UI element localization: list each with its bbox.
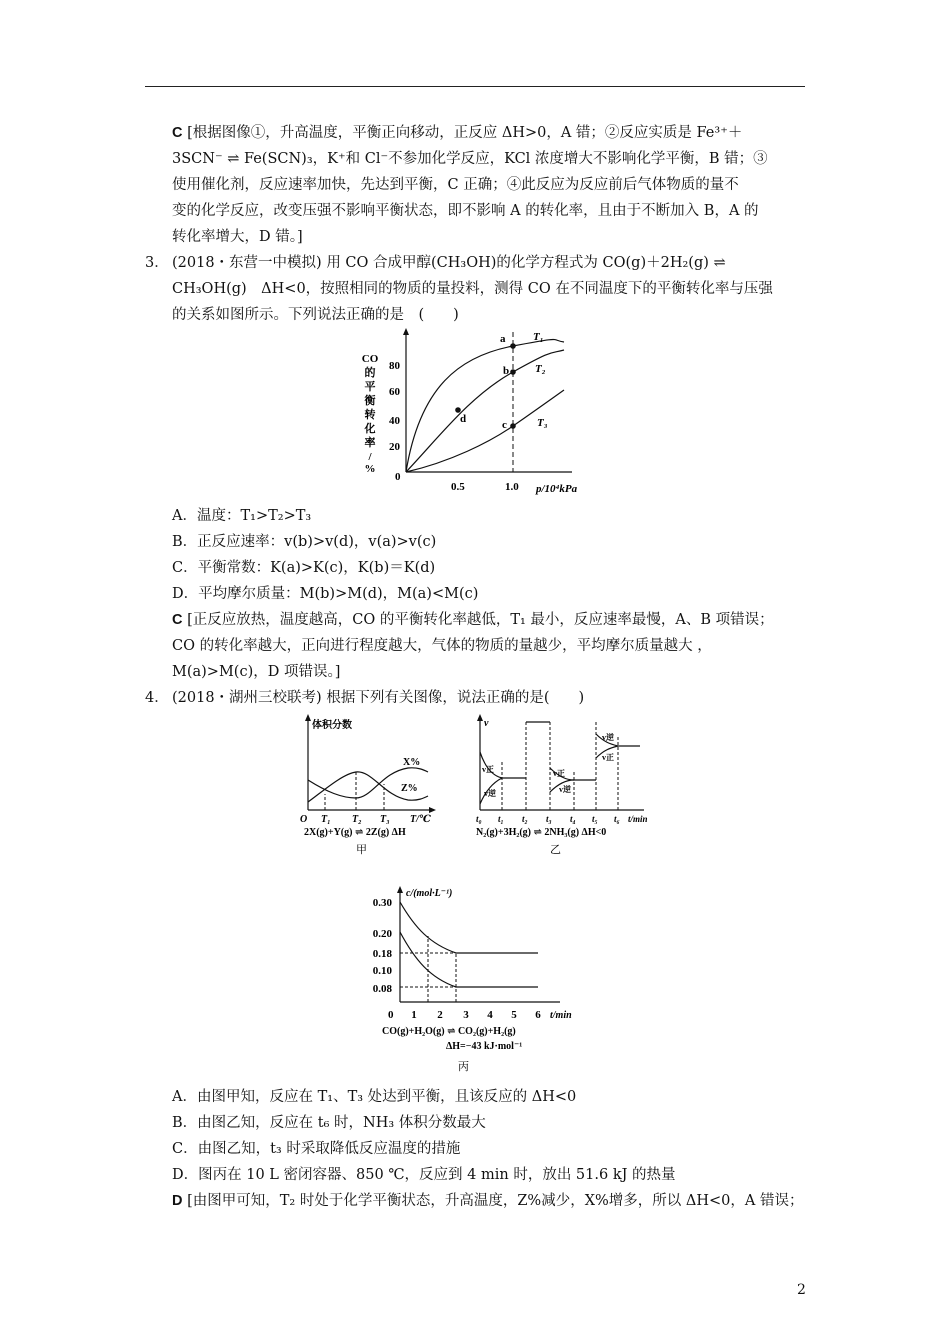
bing-curve-lower (400, 932, 538, 987)
q3-stem-1: (2018・东营一中模拟) 用 CO 合成甲醇(CH₃OH)的化学方程式为 CO(g)＋2H₂(g) ⇌ (172, 255, 726, 271)
yi-xtick-t3: t₃ (546, 814, 552, 824)
q3-y-axis-label (362, 353, 379, 475)
yi-xtick-t5: t₅ (592, 814, 598, 824)
bing-xtick-5: 5 (511, 1009, 517, 1021)
bing-delta-h: ΔH=−43 kJ·mol⁻¹ (446, 1041, 523, 1052)
q3-ylabel-8: % (364, 463, 376, 475)
fig-yi (468, 712, 668, 857)
q4-option-b: B．由图乙知，反应在 t₆ 时，NH₃ 体积分数最大 (172, 1115, 486, 1131)
q4-answer-text-1: [由图甲可知，T₂ 时处于化学平衡状态，升高温度，Z%减少，X%增多，所以 ΔH<0，A 错误； (187, 1193, 804, 1209)
jia-origin: O (300, 814, 308, 825)
q2-answer-line-1 (172, 120, 742, 146)
bing-y-arrow (397, 886, 403, 893)
jia-y-label: 体积分数 (312, 720, 352, 731)
q3-curve-t1 (406, 340, 564, 473)
q3-ytick-40: 40 (389, 415, 400, 427)
q3-label-b: b (503, 365, 510, 377)
page-number: 2 (797, 1282, 806, 1298)
bing-xtick-6: 6 (535, 1009, 541, 1021)
q4-number: 4． (145, 690, 169, 706)
q3-number: 3． (145, 255, 169, 271)
q3-answer-text-1: [正反应放热，温度越高，CO 的平衡转化率越低，T₁ 最小，反应速率最慢，A、B 项错误； (187, 612, 774, 628)
bing-curve-upper (400, 902, 538, 953)
jia-label-z: Z% (401, 783, 418, 794)
q3-option-b: B．正反应速率：v(b)>v(d)，v(a)>v(c) (172, 534, 437, 550)
q3-label-a: a (500, 333, 506, 345)
q3-label-c: c (502, 419, 507, 431)
yi-label-vfwd-3: v正 (602, 753, 614, 762)
q3-ylabel-0: CO (361, 353, 379, 365)
jia-xtick-t3: T₃ (380, 814, 390, 825)
q3-point-d (455, 407, 461, 413)
yi-label-vrev-3: v逆 (602, 733, 614, 742)
q3-answer-line-2: CO 的转化率越大，正向进行程度越大，气体的物质的量越少，平均摩尔质量越大 ， (172, 638, 712, 654)
q3-curve-t3 (406, 390, 564, 472)
q3-ylabel-4: 转 (364, 409, 376, 421)
bing-origin: 0 (388, 1009, 394, 1021)
q2-answer-letter: C (172, 125, 183, 141)
jia-label-x: X% (403, 757, 421, 768)
q3-option-c: C．平衡常数：K(a)>K(c)，K(b)＝K(d) (172, 560, 436, 576)
header-rule (145, 86, 805, 87)
jia-xtick-t1: T₁ (321, 814, 331, 825)
bing-equation: CO(g)+H₂O(g) ⇌ CO₂(g)+H₂(g) (382, 1026, 516, 1037)
bing-xtick-1: 1 (411, 1009, 417, 1021)
q4-option-c: C．由图乙知，t₃ 时采取降低反应温度的措施 (172, 1141, 461, 1157)
q3-point-a (510, 343, 516, 349)
q4-answer-line-1 (172, 1188, 803, 1214)
jia-equation: 2X(g)+Y(g) ⇌ 2Z(g) ΔH (304, 827, 406, 838)
q3-origin: 0 (395, 471, 401, 483)
bing-xtick-2: 2 (437, 1009, 443, 1021)
q3-ytick-20: 20 (389, 441, 400, 453)
q3-point-c (510, 423, 516, 429)
q3-conversion-chart (350, 326, 630, 501)
q3-ytick-80: 80 (389, 360, 400, 372)
yi-label-vrev-1: v逆 (484, 789, 496, 798)
q3-ylabel-5: 化 (364, 423, 376, 435)
q3-ylabel-1: 的 (364, 367, 376, 379)
q3-answer-letter: C (172, 612, 183, 628)
q4-option-a: A．由图甲知，反应在 T₁、T₃ 处达到平衡，且该反应的 ΔH<0 (172, 1089, 577, 1105)
bing-ytick-030: 0.30 (372, 897, 392, 909)
q3-stem-3: 的关系如图所示。下列说法正确的是 ( ) (172, 307, 459, 323)
jia-x-label: T/℃ (410, 814, 431, 825)
jia-xtick-t2: T₂ (352, 814, 362, 825)
jia-x-arrow (429, 807, 436, 813)
q3-point-b (510, 369, 516, 375)
q3-option-a: A．温度：T₁>T₂>T₃ (172, 508, 312, 524)
jia-caption: 甲 (356, 844, 367, 856)
q3-ylabel-6: 率 (364, 437, 376, 449)
q3-ylabel-2: 平 (364, 381, 376, 393)
q3-ylabel-3: 衡 (364, 395, 376, 407)
bing-y-label: c/(mol·L⁻¹) (406, 888, 453, 899)
q3-answer-line-3: M(a)>M(c)，D 项错误。] (172, 664, 341, 680)
q3-ytick-60: 60 (389, 386, 400, 398)
q3-answer-line-1 (172, 607, 774, 633)
fig-bing (360, 880, 590, 1080)
q3-xtick-05: 0.5 (451, 481, 465, 493)
yi-y-arrow (477, 714, 483, 721)
fig-jia (292, 712, 452, 857)
yi-xtick-t1: t₁ (498, 814, 504, 824)
q3-x-label: p/10⁴kPa (536, 483, 578, 495)
yi-xtick-t6: t₆ (614, 814, 620, 824)
bing-x-label: t/min (550, 1010, 572, 1021)
yi-caption: 乙 (550, 844, 561, 856)
yi-label-vrev-2: v逆 (559, 785, 571, 794)
q3-option-d: D．平均摩尔质量：M(b)>M(d)，M(a)<M(c) (172, 586, 479, 602)
yi-xtick-t2: t₂ (522, 814, 528, 824)
yi-label-vfwd-2: v正 (553, 769, 565, 778)
bing-ytick-010: 0.10 (372, 965, 392, 977)
q2-answer-line-3: 使用催化剂，反应速率加快，先达到平衡，C 正确；④此反应为反应前后气体物质的量不 (172, 177, 739, 193)
yi-equation: N₂(g)+3H₂(g) ⇌ 2NH₃(g) ΔH<0 (476, 827, 607, 838)
q3-label-t1: T₁ (533, 331, 544, 343)
q4-answer-letter: D (172, 1193, 183, 1209)
q3-label-d: d (460, 413, 467, 425)
q2-answer-line-5: 转化率增大，D 错。] (172, 229, 303, 245)
bing-xtick-3: 3 (463, 1009, 469, 1021)
bing-ytick-018: 0.18 (372, 948, 392, 960)
yi-y-label: v (484, 718, 489, 729)
yi-xtick-t0: t₀ (476, 814, 482, 824)
bing-ytick-008: 0.08 (372, 983, 392, 995)
q2-answer-line-4: 变的化学反应，改变压强不影响平衡状态，即不影响 A 的转化率，且由于不断加入 B，A 的 (172, 203, 759, 219)
bing-xtick-4: 4 (487, 1009, 493, 1021)
q3-label-t2: T₂ (535, 363, 546, 375)
bing-caption: 丙 (458, 1061, 469, 1073)
yi-x-label: t/min (628, 814, 648, 824)
jia-y-arrow (305, 714, 311, 721)
q2-answer-text-1: [根据图像①，升高温度，平衡正向移动，正反应 ΔH>0，A 错；②反应实质是 Fe³⁺＋ (187, 125, 743, 141)
q4-stem: (2018・湖州三校联考) 根据下列有关图像，说法正确的是( ) (172, 690, 585, 706)
q3-label-t3: T₃ (537, 417, 548, 429)
q4-option-d: D．图丙在 10 L 密闭容器、850 ℃，反应到 4 min 时，放出 51.6 kJ 的热量 (172, 1167, 676, 1183)
q3-ylabel-7: / (368, 451, 372, 463)
q3-y-arrow (403, 328, 409, 335)
yi-xtick-t4: t₄ (570, 814, 576, 824)
bing-ytick-020: 0.20 (372, 928, 392, 940)
q2-answer-line-2: 3SCN⁻ ⇌ Fe(SCN)₃，K⁺和 Cl⁻不参加化学反应，KCl 浓度增大不影响化学平衡，B 错；③ (172, 151, 768, 167)
q3-xtick-10: 1.0 (505, 481, 519, 493)
yi-label-vfwd-1: v正 (482, 765, 494, 774)
q3-stem-2: CH₃OH(g) ΔH<0，按照相同的物质的量投料，测得 CO 在不同温度下的平衡转化率与压强 (172, 281, 773, 297)
